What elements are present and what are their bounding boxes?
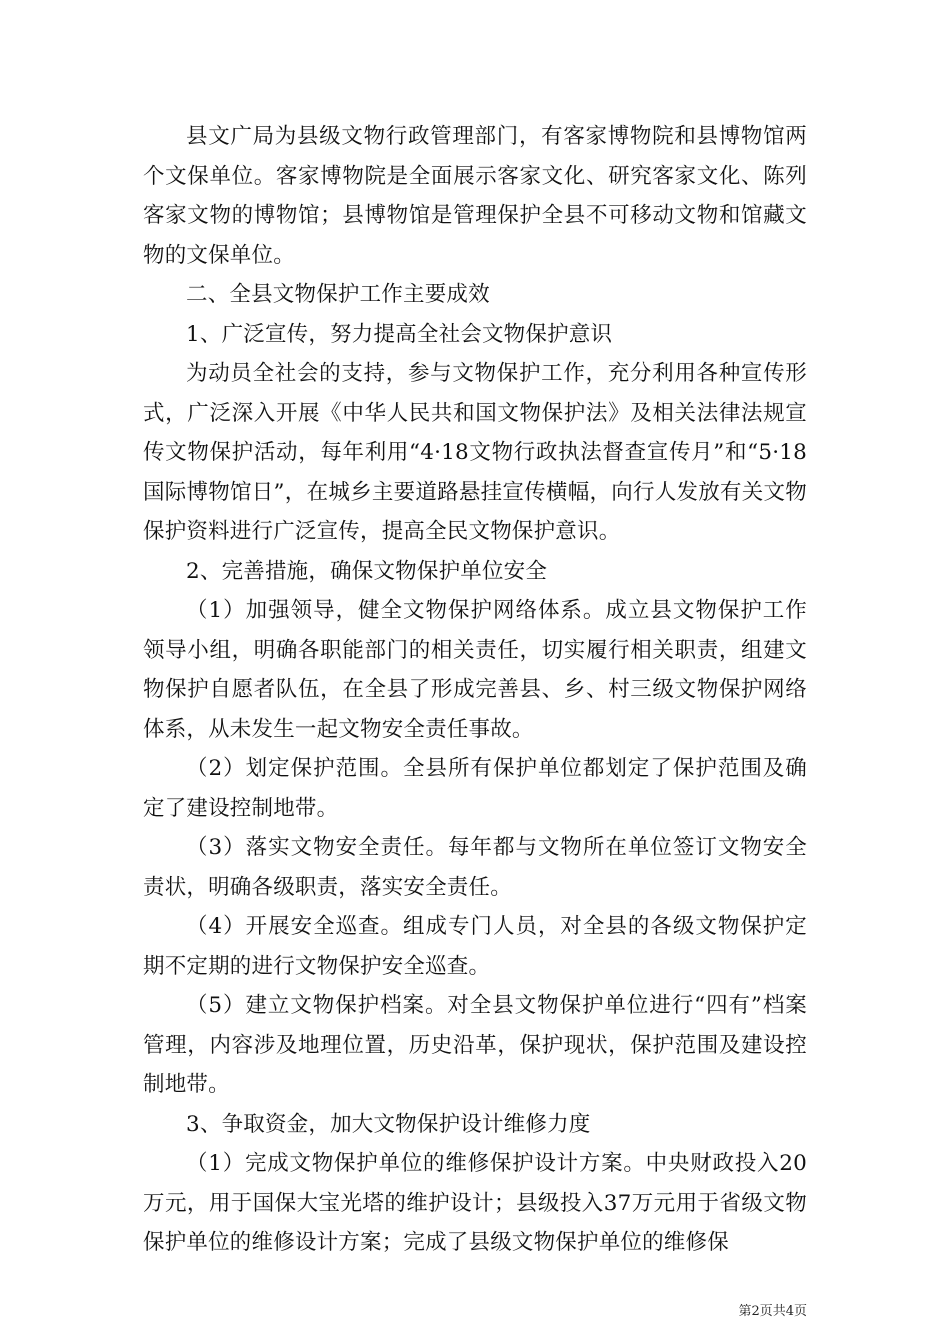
subheading-funding: 3、争取资金，加大文物保护设计维修力度 (186, 1111, 591, 1137)
paragraph-publicity: 为动员全社会的支持，参与文物保护工作，充分利用各种宣传形式，广泛深入开展《中华人民共和国文物保护法》及相关法律法规宣传文物保护活动，每年利用“4·18文物行政执法督查宣传月”和“5·18国际博物馆日”，在城乡主要道路悬挂宣传横幅，向行人发放有关文物保护资料进行广泛宣传，提高全民文物保护意识。 (143, 361, 807, 544)
paragraph-archives: （5）建立文物保护档案。对全县文物保护单位进行“四有”档案管理，内容涉及地理位置，历史沿革，保护现状，保护范围及建设控制地带。 (143, 993, 807, 1097)
paragraph-patrol: （4）开展安全巡查。组成专门人员，对全县的各级文物保护定期不定期的进行文物保护安全巡查。 (143, 914, 807, 979)
page-number: 第2页共4页 (738, 1304, 807, 1319)
paragraph-leadership: （1）加强领导，健全文物保护网络体系。成立县文物保护工作领导小组，明确各职能部门的相关责任，切实履行相关职责，组建文物保护自愿者队伍，在全县了形成完善县、乡、村三级文物保护网络体系，从未发生一起文物安全责任事故。 (143, 598, 807, 742)
document-body (143, 117, 807, 1263)
paragraph-protection-scope: （2）划定保护范围。全县所有保护单位都划定了保护范围及确定了建设控制地带。 (143, 756, 807, 821)
paragraph-design-plan: （1）完成文物保护单位的维修保护设计方案。中央财政投入20万元，用于国保大宝光塔的维护设计；县级投入37万元用于省级文物保护单位的维修设计方案；完成了县级文物保护单位的维修保 (143, 1151, 807, 1255)
subheading-publicity: 1、广泛宣传，努力提高全社会文物保护意识 (186, 321, 613, 347)
paragraph-intro: 县文广局为县级文物行政管理部门，有客家博物院和县博物馆两个文保单位。客家博物院是全面展示客家文化、研究客家文化、陈列客家文物的博物馆；县博物馆是管理保护全县不可移动文物和馆藏文物的文保单位。 (143, 124, 807, 268)
section-heading-achievements: 二、全县文物保护工作主要成效 (186, 282, 490, 307)
subheading-safety-measures: 2、完善措施，确保文物保护单位安全 (186, 558, 548, 584)
paragraph-safety-responsibility: （3）落实文物安全责任。每年都与文物所在单位签订文物安全责状，明确各级职责，落实安全责任。 (143, 835, 807, 900)
